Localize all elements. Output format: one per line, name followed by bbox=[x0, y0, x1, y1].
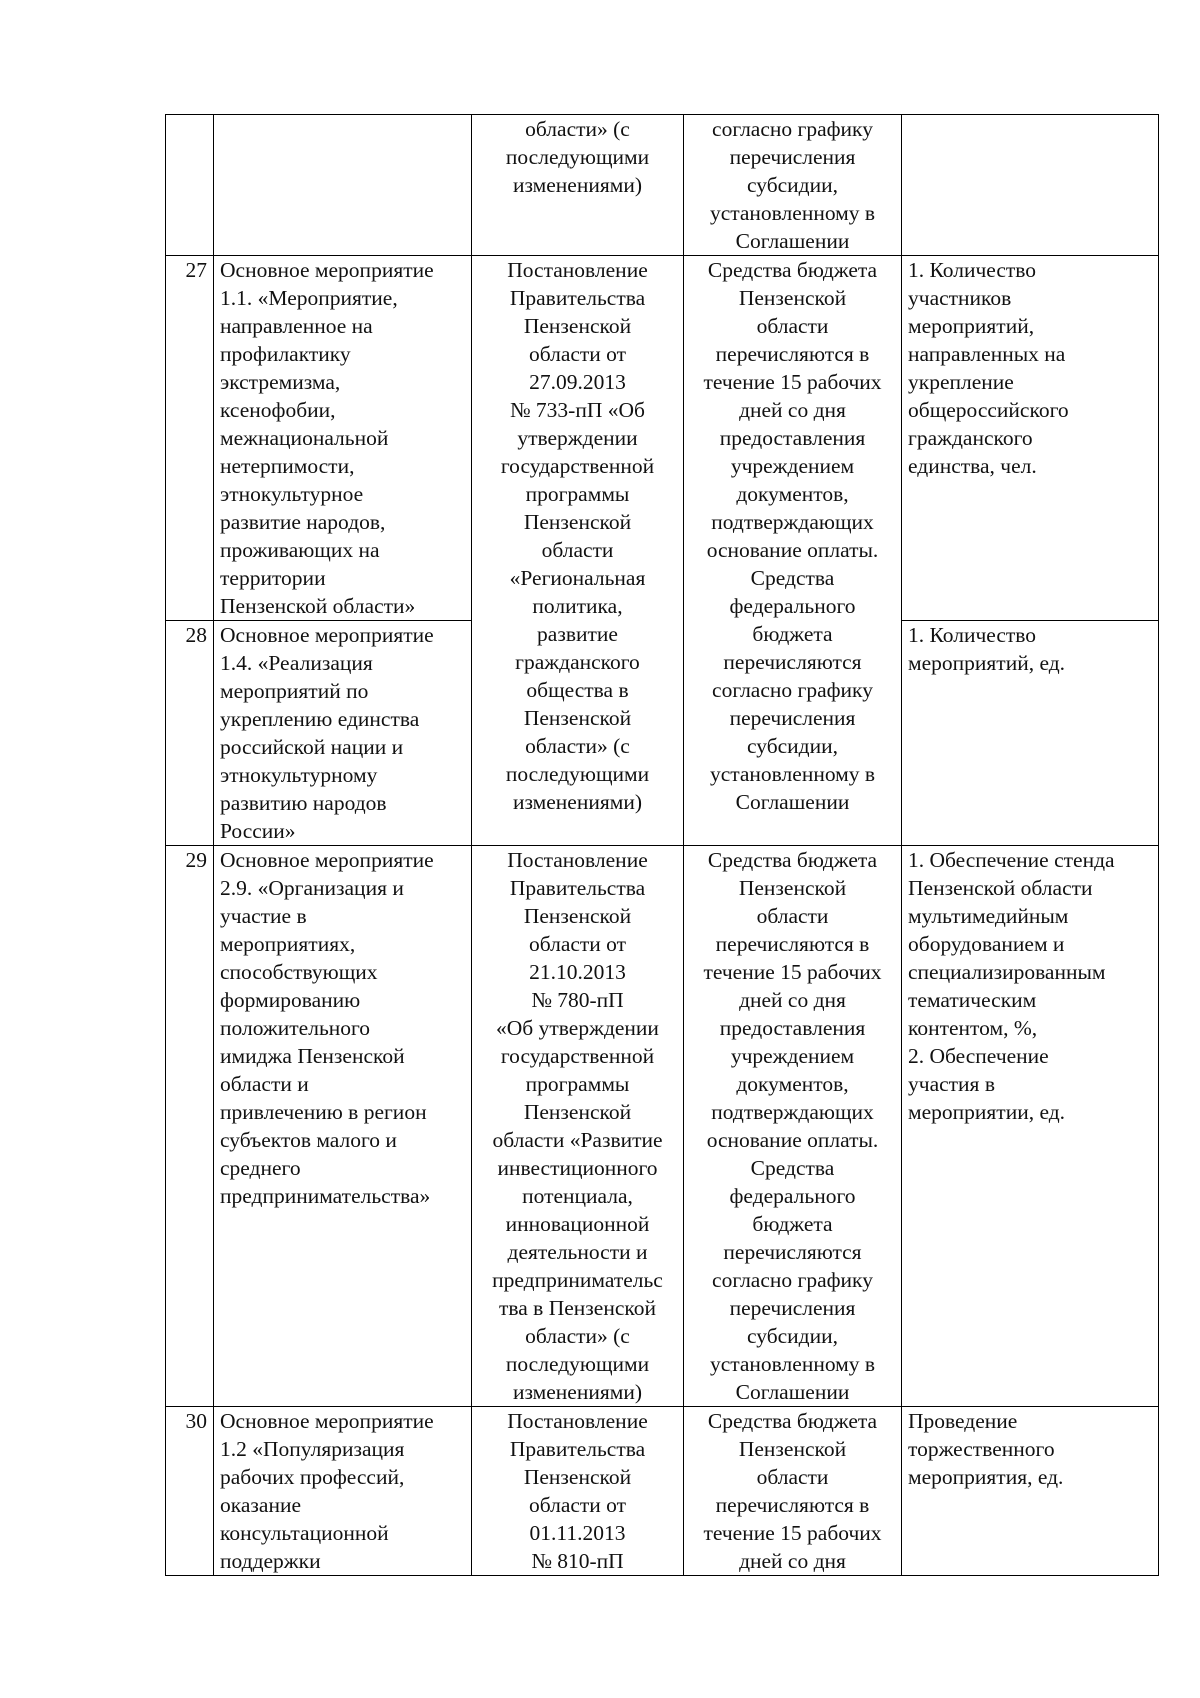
text-line: области и bbox=[220, 1072, 309, 1096]
text-line: области от bbox=[528, 342, 627, 366]
text-line: перечисления bbox=[729, 145, 856, 169]
text-line: Средства бюджета bbox=[707, 848, 878, 872]
text-line: мероприятий по bbox=[220, 679, 369, 703]
text-line: Пензенской области bbox=[908, 876, 1093, 900]
table-row-continuation bbox=[166, 115, 1159, 256]
text-line: перечисляются bbox=[723, 650, 862, 674]
text-line: 1.4. «Реализация bbox=[220, 651, 373, 675]
text-line: потенциала, bbox=[522, 1184, 633, 1208]
text-line: согласно графику bbox=[712, 678, 873, 702]
text-line: течение 15 рабочих bbox=[703, 370, 882, 394]
text-line: российской нации и bbox=[220, 735, 404, 759]
text-line: Пензенской bbox=[523, 706, 632, 730]
text-line: учреждением bbox=[730, 454, 855, 478]
text-line: Пензенской bbox=[523, 1465, 632, 1489]
text-line: профилактику bbox=[220, 342, 351, 366]
text-line: государственной bbox=[500, 1044, 655, 1068]
text-line: Правительства bbox=[509, 286, 646, 310]
text-line: Средства бюджета bbox=[707, 1409, 878, 1433]
text-line: области «Развитие bbox=[492, 1128, 663, 1152]
indicator-cell bbox=[902, 115, 1159, 256]
text-line: укреплению единства bbox=[220, 707, 420, 731]
text-line: области bbox=[756, 314, 829, 338]
text-line: привлечению в регион bbox=[220, 1100, 427, 1124]
text-line: Проведение bbox=[908, 1409, 1018, 1433]
text-line: способствующих bbox=[220, 960, 378, 984]
table-row-27 bbox=[166, 256, 1159, 621]
text-line: Средства bbox=[750, 566, 835, 590]
text-line: бюджета bbox=[752, 1212, 833, 1236]
text-line: контентом, %, bbox=[908, 1016, 1038, 1040]
text-line: предоставления bbox=[719, 426, 866, 450]
text-line: субсидии, bbox=[746, 173, 839, 197]
text-line: среднего bbox=[220, 1156, 301, 1180]
text-line: территории bbox=[220, 566, 326, 590]
text-line: установленному в bbox=[709, 762, 876, 786]
text-line: этнокультурному bbox=[220, 763, 378, 787]
text-line: Средства бюджета bbox=[707, 258, 878, 282]
text-line: области» (с bbox=[525, 734, 630, 758]
text-line: участия в bbox=[908, 1072, 995, 1096]
text-line: России» bbox=[220, 819, 296, 843]
text-line: федерального bbox=[729, 1184, 856, 1208]
text-line: течение 15 рабочих bbox=[703, 960, 882, 984]
legal-basis-cell bbox=[472, 846, 684, 1407]
text-line: Средства bbox=[750, 1156, 835, 1180]
text-line: течение 15 рабочих bbox=[703, 1521, 882, 1545]
text-line: рабочих профессий, bbox=[220, 1465, 405, 1489]
text-line: Постановление bbox=[507, 258, 648, 282]
text-line: развитие bbox=[537, 622, 618, 646]
text-line: оборудованием и bbox=[908, 932, 1065, 956]
text-line: области от bbox=[528, 1493, 627, 1517]
text-line: 1.1. «Мероприятие, bbox=[220, 286, 398, 310]
text-line: дней со дня bbox=[739, 1549, 846, 1573]
text-line: программы bbox=[525, 1072, 630, 1096]
table-row-30 bbox=[166, 1407, 1159, 1576]
text-line: государственной bbox=[500, 454, 655, 478]
funding-cell bbox=[684, 1407, 902, 1576]
text-line: последующими bbox=[505, 1352, 650, 1376]
text-line: области» (с bbox=[525, 1324, 630, 1348]
text-line: программы bbox=[525, 482, 630, 506]
text-line: 1. Обеспечение стенда bbox=[908, 848, 1115, 872]
text-line: Постановление bbox=[507, 1409, 648, 1433]
text-line: документов, bbox=[736, 1072, 849, 1096]
text-line: субсидии, bbox=[746, 734, 839, 758]
table-row-29 bbox=[166, 846, 1159, 1407]
text-line: учреждением bbox=[730, 1044, 855, 1068]
text-line: дней со дня bbox=[739, 988, 846, 1012]
text-line: гражданского bbox=[908, 426, 1033, 450]
text-line: основание оплаты. bbox=[706, 538, 879, 562]
text-line: ксенофобии, bbox=[220, 398, 336, 422]
text-line: 01.11.2013 bbox=[529, 1521, 626, 1545]
legal-basis-cell bbox=[472, 1407, 684, 1576]
text-line: положительного bbox=[220, 1016, 371, 1040]
text-line: специализированным bbox=[908, 960, 1106, 984]
activities-table bbox=[165, 114, 1159, 1576]
legal-basis-cell bbox=[472, 115, 684, 256]
text-line: Соглашении bbox=[735, 229, 850, 253]
text-line: субсидии, bbox=[746, 1324, 839, 1348]
indicator-cell bbox=[902, 1407, 1159, 1576]
text-line: перечисляются в bbox=[715, 1493, 870, 1517]
text-line: области bbox=[756, 1465, 829, 1489]
indicator-cell bbox=[902, 846, 1159, 1407]
text-line: дней со дня bbox=[739, 398, 846, 422]
text-line: перечисляются в bbox=[715, 932, 870, 956]
text-line: предпринимательс bbox=[492, 1268, 663, 1292]
text-line: укрепление bbox=[908, 370, 1014, 394]
text-line: 1.2 «Популяризация bbox=[220, 1437, 405, 1461]
text-line: общероссийского bbox=[908, 398, 1069, 422]
text-line: предоставления bbox=[719, 1016, 866, 1040]
text-line: Пензенской bbox=[738, 286, 847, 310]
text-line: области от bbox=[528, 932, 627, 956]
text-line: подтверждающих bbox=[711, 1100, 874, 1124]
text-line: развитию народов bbox=[220, 791, 387, 815]
text-line: утверждении bbox=[517, 426, 638, 450]
text-line: Пензенской bbox=[523, 904, 632, 928]
text-line: проживающих на bbox=[220, 538, 380, 562]
indicator-cell bbox=[902, 256, 1159, 621]
row-number-cell bbox=[166, 115, 214, 256]
indicator-cell bbox=[902, 621, 1159, 846]
funding-cell bbox=[684, 846, 902, 1407]
text-line: мультимедийным bbox=[908, 904, 1069, 928]
text-line: изменениями) bbox=[512, 173, 643, 197]
text-line: согласно графику bbox=[712, 1268, 873, 1292]
activity-cell bbox=[214, 1407, 472, 1576]
text-line: изменениями) bbox=[512, 1380, 643, 1404]
text-line: последующими bbox=[505, 145, 650, 169]
text-line: имиджа Пензенской bbox=[220, 1044, 405, 1068]
funding-cell bbox=[684, 256, 902, 846]
text-line: изменениями) bbox=[512, 790, 643, 814]
text-line: 1. Количество bbox=[908, 623, 1037, 647]
text-line: Пензенской bbox=[523, 510, 632, 534]
text-line: 2.9. «Организация и bbox=[220, 876, 404, 900]
text-line: 27.09.2013 bbox=[529, 370, 626, 394]
text-line: Основное мероприятие bbox=[220, 1409, 434, 1433]
text-line: перечисления bbox=[729, 1296, 856, 1320]
text-line: установленному в bbox=[709, 201, 876, 225]
text-line: торжественного bbox=[908, 1437, 1055, 1461]
text-line: Пензенской области» bbox=[220, 594, 416, 618]
text-line: тематическим bbox=[908, 988, 1037, 1012]
text-line: «Региональная bbox=[509, 566, 646, 590]
text-line: № 810-пП bbox=[531, 1549, 624, 1573]
text-line: Основное мероприятие bbox=[220, 623, 434, 647]
text-line: формированию bbox=[220, 988, 361, 1012]
text-line: Постановление bbox=[507, 848, 648, 872]
text-line: Пензенской bbox=[523, 1100, 632, 1124]
text-line: мероприятии, ед. bbox=[908, 1100, 1066, 1124]
text-line: оказание bbox=[220, 1493, 302, 1517]
text-line: поддержки bbox=[220, 1549, 321, 1573]
legal-basis-cell bbox=[472, 256, 684, 846]
text-line: перечисляются в bbox=[715, 342, 870, 366]
text-line: общества в bbox=[526, 678, 629, 702]
text-line: области bbox=[756, 904, 829, 928]
text-line: направленное на bbox=[220, 314, 373, 338]
text-line: политика, bbox=[532, 594, 623, 618]
text-line: инновационной bbox=[505, 1212, 650, 1236]
text-line: единства, чел. bbox=[908, 454, 1037, 478]
text-line: гражданского bbox=[515, 650, 640, 674]
text-line: этнокультурное bbox=[220, 482, 364, 506]
text-line: 21.10.2013 bbox=[529, 960, 626, 984]
text-line: инвестиционного bbox=[497, 1156, 658, 1180]
row-number-cell: 27 bbox=[166, 256, 214, 621]
text-line: установленному в bbox=[709, 1352, 876, 1376]
text-line: документов, bbox=[736, 482, 849, 506]
text-line: Основное мероприятие bbox=[220, 848, 434, 872]
text-line: согласно графику bbox=[712, 117, 873, 141]
text-line: Пензенской bbox=[738, 1437, 847, 1461]
activity-cell bbox=[214, 621, 472, 846]
text-line: основание оплаты. bbox=[706, 1128, 879, 1152]
text-line: Соглашении bbox=[735, 790, 850, 814]
text-line: «Об утверждении bbox=[496, 1016, 659, 1040]
activity-cell bbox=[214, 256, 472, 621]
text-line: тва в Пензенской bbox=[499, 1296, 656, 1320]
text-line: Основное мероприятие bbox=[220, 258, 434, 282]
text-line: федерального bbox=[729, 594, 856, 618]
text-line: Правительства bbox=[509, 876, 646, 900]
text-line: Пензенской bbox=[738, 876, 847, 900]
text-line: мероприятий, ед. bbox=[908, 651, 1066, 675]
text-line: перечисляются bbox=[723, 1240, 862, 1264]
activity-cell bbox=[214, 846, 472, 1407]
text-line: нетерпимости, bbox=[220, 454, 355, 478]
text-line: последующими bbox=[505, 762, 650, 786]
text-line: развитие народов, bbox=[220, 510, 386, 534]
text-line: подтверждающих bbox=[711, 510, 874, 534]
activity-cell bbox=[214, 115, 472, 256]
funding-cell bbox=[684, 115, 902, 256]
text-line: № 733-пП «Об bbox=[510, 398, 645, 422]
text-line: № 780-пП bbox=[531, 988, 624, 1012]
text-line: экстремизма, bbox=[220, 370, 341, 394]
text-line: консультационной bbox=[220, 1521, 389, 1545]
text-line: участников bbox=[908, 286, 1012, 310]
text-line: мероприятий, bbox=[908, 314, 1035, 338]
text-line: Правительства bbox=[509, 1437, 646, 1461]
text-line: 1. Количество bbox=[908, 258, 1037, 282]
row-number-cell: 28 bbox=[166, 621, 214, 846]
row-number-cell: 29 bbox=[166, 846, 214, 1407]
text-line: 2. Обеспечение bbox=[908, 1044, 1049, 1068]
text-line: мероприятия, ед. bbox=[908, 1465, 1064, 1489]
row-number-cell: 30 bbox=[166, 1407, 214, 1576]
text-line: области bbox=[541, 538, 614, 562]
text-line: бюджета bbox=[752, 622, 833, 646]
text-line: направленных на bbox=[908, 342, 1066, 366]
text-line: Соглашении bbox=[735, 1380, 850, 1404]
text-line: мероприятиях, bbox=[220, 932, 356, 956]
text-line: предпринимательства» bbox=[220, 1184, 431, 1208]
text-line: субъектов малого и bbox=[220, 1128, 397, 1152]
text-line: Пензенской bbox=[523, 314, 632, 338]
text-line: межнациональной bbox=[220, 426, 389, 450]
text-line: участие в bbox=[220, 904, 307, 928]
text-line: области» (с bbox=[525, 117, 630, 141]
text-line: деятельности и bbox=[507, 1240, 648, 1264]
text-line: перечисления bbox=[729, 706, 856, 730]
